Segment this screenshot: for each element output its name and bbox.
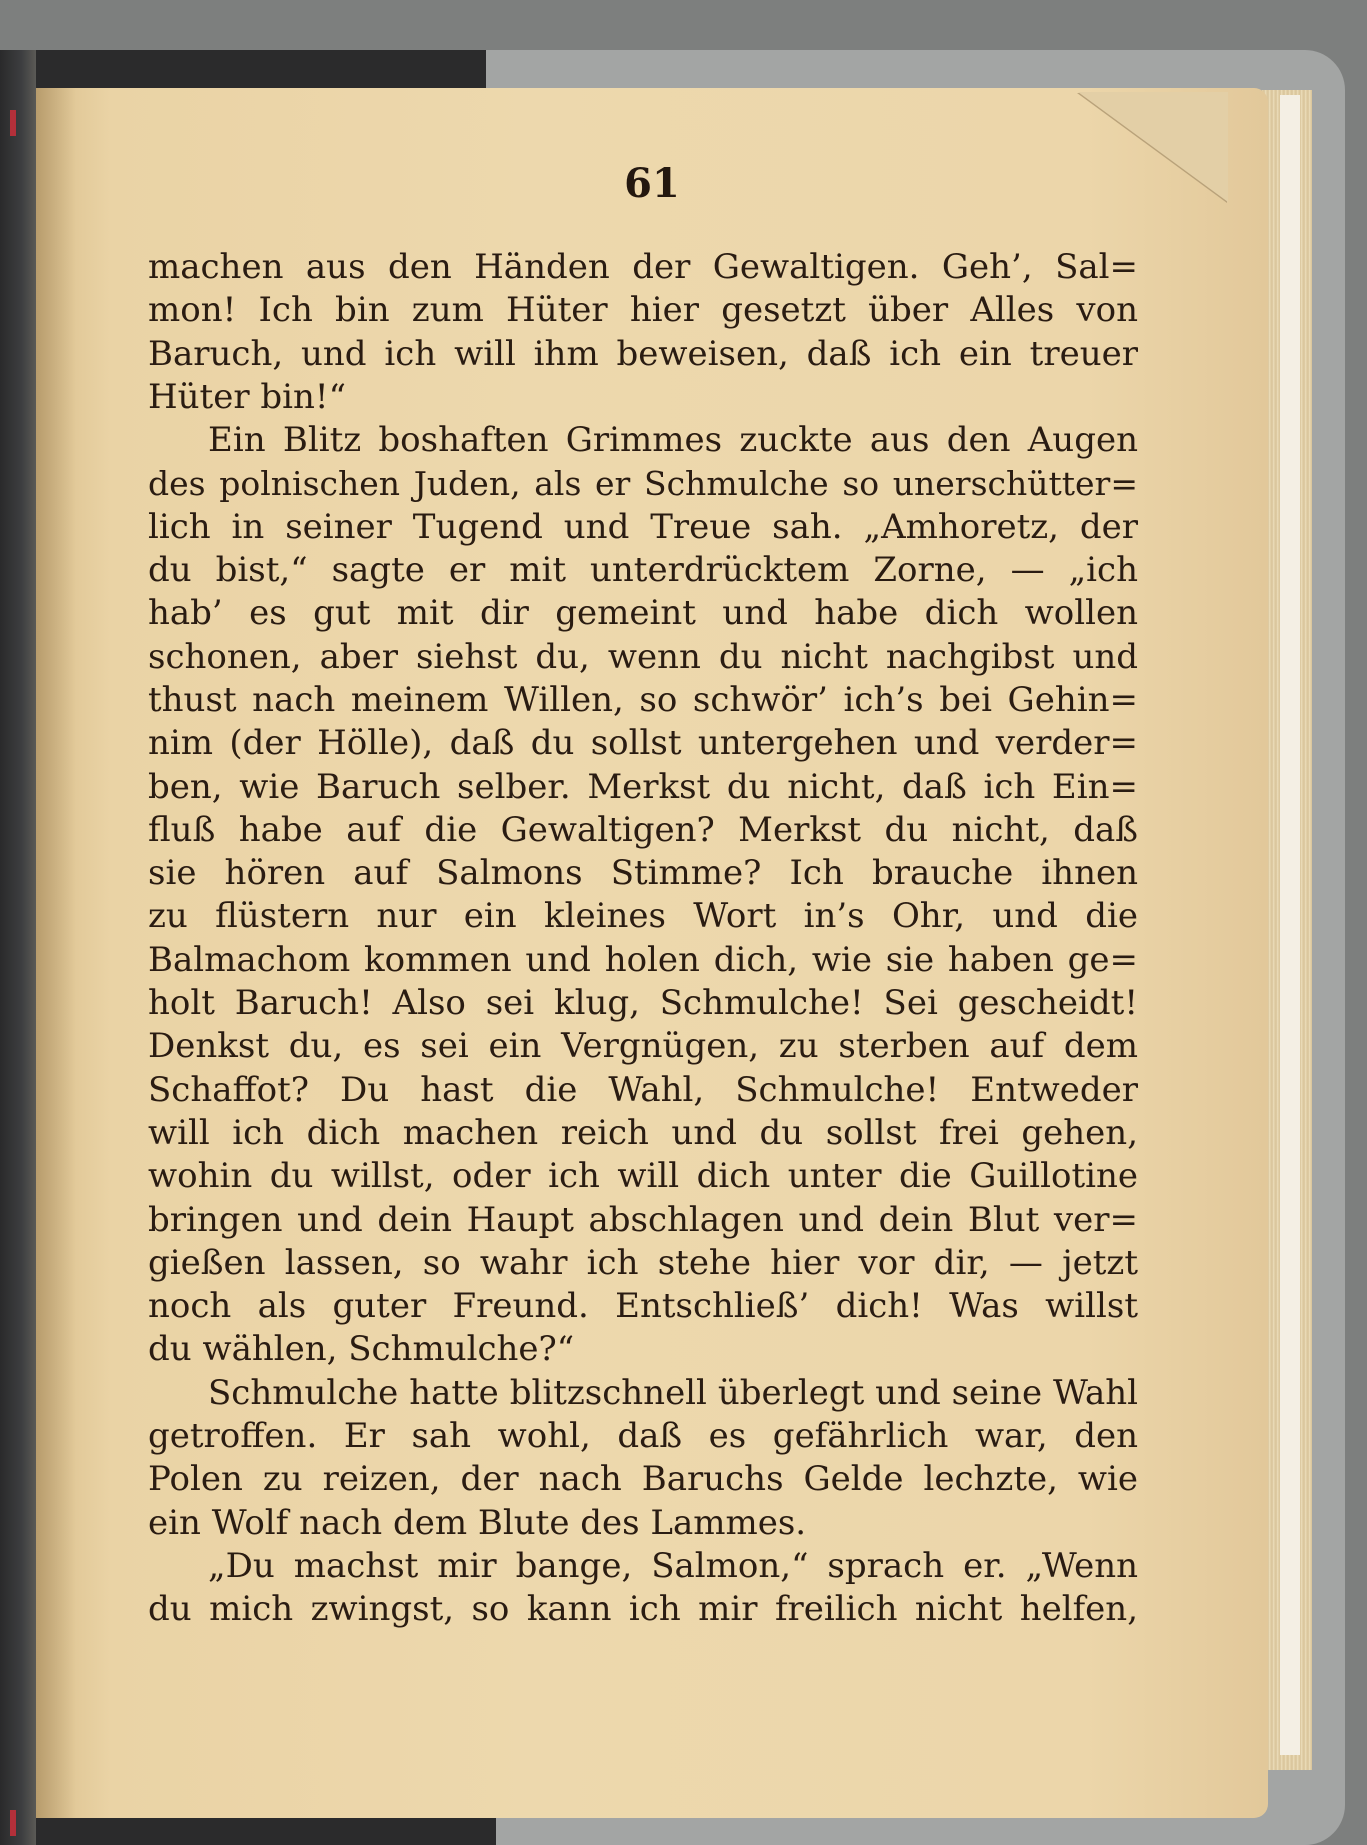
text-line: hab’ es gut mit dir gemeint und habe dich wollen xyxy=(148,593,1138,634)
binding-strip-top xyxy=(36,50,486,88)
text-line: „Du machst mir bange, Salmon,“ sprach er. „Wenn xyxy=(208,1545,1138,1586)
text-line: Polen zu reizen, der nach Baruchs Gelde lechzte, wie xyxy=(148,1459,1138,1500)
text-line: nim (der Hölle), daß du sollst untergehen und verder= xyxy=(148,723,1138,764)
next-page-edge xyxy=(1280,95,1300,1755)
text-line: ein Wolf nach dem Blute des Lammes. xyxy=(148,1502,807,1543)
text-line: mon! Ich bin zum Hüter hier gesetzt über Alles von xyxy=(148,290,1138,331)
text-line: Hüter bin!“ xyxy=(148,376,346,417)
text-line: wohin du willst, oder ich will dich unter die Guillotine xyxy=(148,1156,1138,1197)
book-page xyxy=(36,88,1268,1818)
text-line: machen aus den Händen der Gewaltigen. Geh’, Sal= xyxy=(148,247,1138,287)
text-line: schonen, aber siehst du, wenn du nicht nachgibst und xyxy=(148,636,1138,677)
book-spine xyxy=(0,50,36,1845)
text-line: Balmachom kommen und holen dich, wie sie haben ge= xyxy=(148,939,1138,980)
text-line: lich in seiner Tugend und Treue sah. „Amhoretz, der xyxy=(148,506,1138,547)
text-line: des polnischen Juden, als er Schmulche so unerschütter= xyxy=(148,464,1138,504)
spine-thread-top xyxy=(10,110,16,136)
text-line: ben, wie Baruch selber. Merkst du nicht, daß ich Ein= xyxy=(148,766,1138,807)
text-line: bringen und dein Haupt abschlagen und dein Blut ver= xyxy=(148,1199,1138,1240)
text-line: noch als guter Freund. Entschließ’ dich! Was willst xyxy=(148,1286,1138,1327)
text-line: will ich dich machen reich und du sollst frei gehen, xyxy=(148,1112,1138,1153)
text-line: fluß habe auf die Gewaltigen? Merkst du nicht, daß xyxy=(148,809,1138,850)
text-line: du mich zwingst, so kann ich mir freilich nicht helfen, xyxy=(148,1589,1138,1630)
text-line: Schaffot? Du hast die Wahl, Schmulche! Entweder xyxy=(148,1069,1138,1110)
text-line: thust nach meinem Willen, so schwör’ ich’s bei Gehin= xyxy=(148,679,1138,720)
text-line: gießen lassen, so wahr ich stehe hier vor dir, — jetzt xyxy=(148,1242,1138,1283)
text-line: Schmulche hatte blitzschnell überlegt und seine Wahl xyxy=(208,1372,1138,1413)
text-line: du wählen, Schmulche?“ xyxy=(148,1329,575,1370)
text-line: Baruch, und ich will ihm beweisen, daß ich ein treuer xyxy=(148,333,1138,374)
page-text xyxy=(148,246,1138,1632)
text-line: holt Baruch! Also sei klug, Schmulche! Sei gescheidt! xyxy=(148,983,1138,1024)
page-number: 61 xyxy=(624,160,680,207)
spine-thread-bottom xyxy=(10,1810,16,1836)
gutter-shadow xyxy=(36,88,76,1818)
text-line: zu flüstern nur ein kleines Wort in’s Ohr, und die xyxy=(148,896,1138,937)
text-line: du bist,“ sagte er mit unterdrücktem Zorne, — „ich xyxy=(148,550,1138,591)
text-line: getroffen. Er sah wohl, daß es gefährlich war, den xyxy=(148,1416,1138,1457)
text-line: Denkst du, es sei ein Vergnügen, zu sterben auf dem xyxy=(148,1026,1138,1067)
text-line: Ein Blitz boshaften Grimmes zuckte aus den Augen xyxy=(208,420,1138,461)
text-line: sie hören auf Salmons Stimme? Ich brauche ihnen xyxy=(148,853,1138,894)
